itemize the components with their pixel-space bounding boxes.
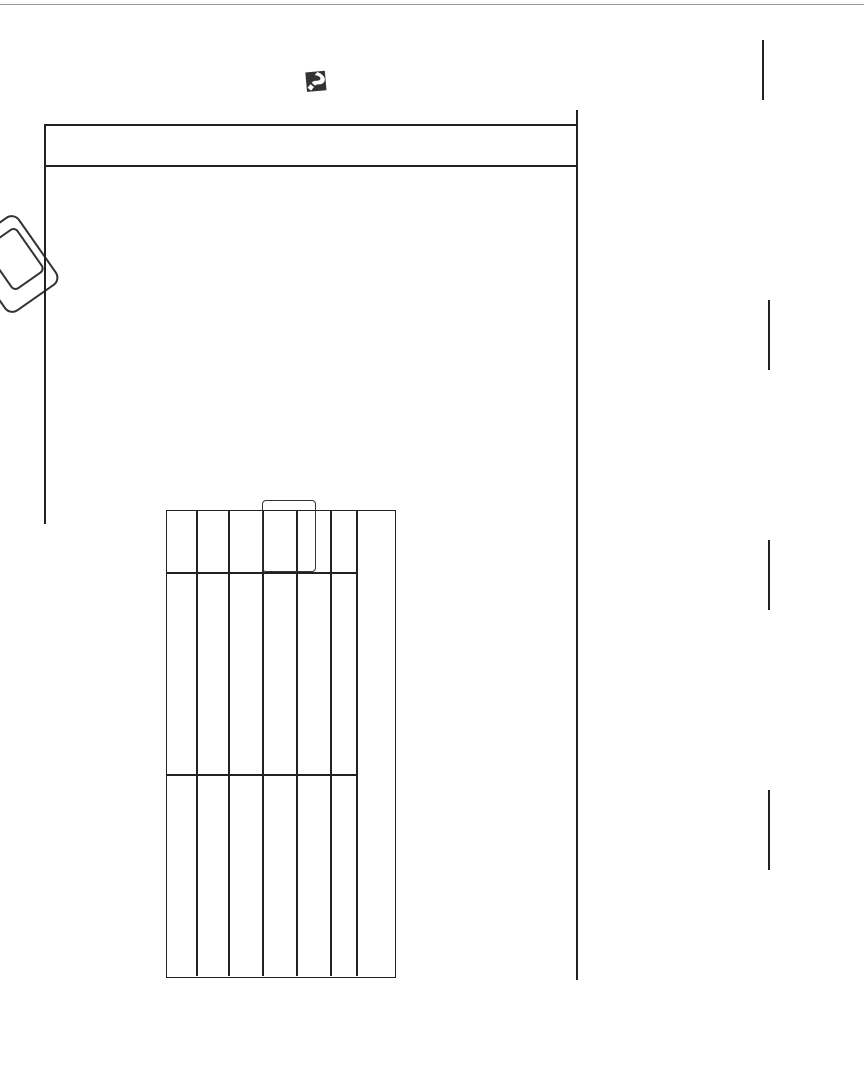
table-col-rule [330,510,332,976]
table-col-rule [228,510,230,976]
right-edge-mark [768,300,770,370]
form-top-border [44,124,576,126]
form-header-rule [44,165,576,167]
top-edge-mark [0,4,864,5]
right-edge-mark [768,540,770,610]
form-right-border [576,110,578,980]
table-col-rule [356,510,358,976]
change-table [166,510,396,978]
table-row-rule [166,774,356,776]
handwritten-scribble: � [293,62,336,104]
right-edge-mark [762,40,764,100]
official-stamp [262,500,316,572]
table-col-rule [196,510,198,976]
table-row-rule [166,572,356,574]
table-col-rule [262,510,264,976]
table-col-rule [296,510,298,976]
form-left-border [44,124,46,524]
right-edge-mark [768,790,770,870]
